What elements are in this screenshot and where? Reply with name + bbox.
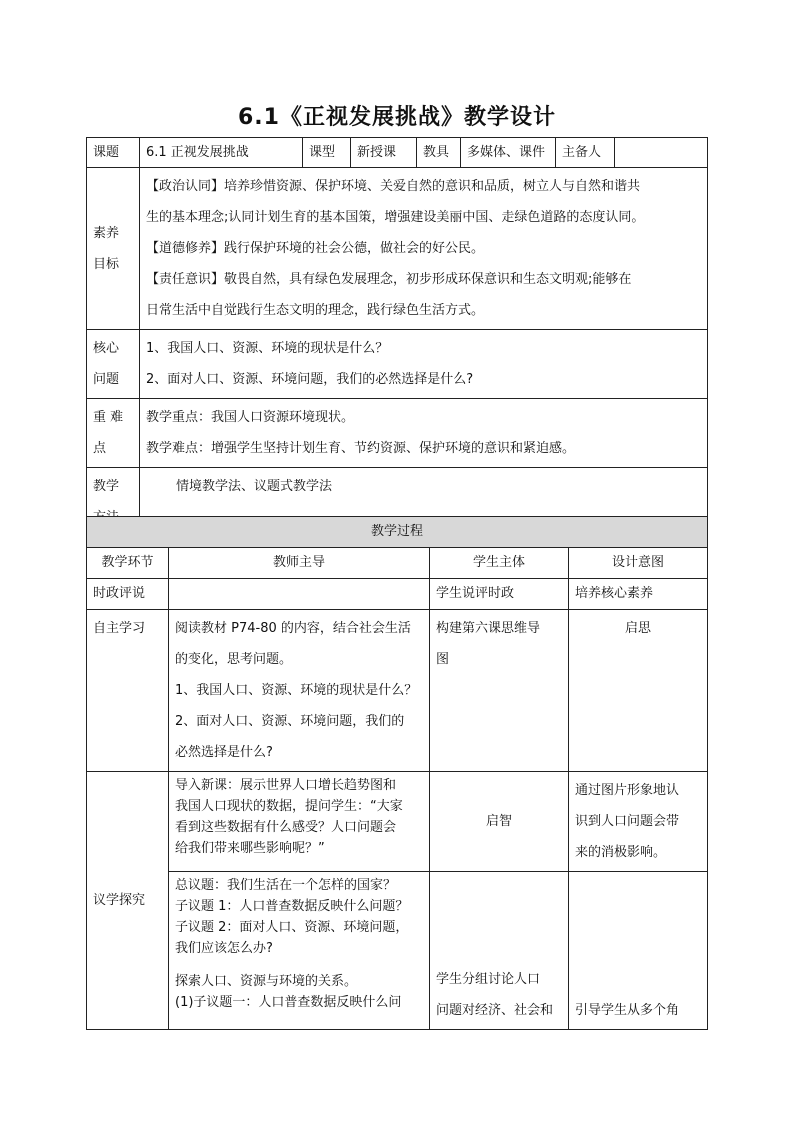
topic-label: 课题 [87,138,140,168]
inquiry-topics: 总议题：我们生活在一个怎样的国家？ 子议题 1：人口普查数据反映什么问题？ 子议题 2：面对人口、资源、环境问题， 我们应该怎么办? 探索人口、资源与环境的关系。 (1)子议题一：人口普查数据反映什么问 [169,872,430,1030]
core-label: 核心 问题 [87,330,140,399]
self-study-student: 构建第六课思维导 图 [430,610,569,772]
inquiry-intro-intent: 通过图片形象地认 识到人口问题会带 来的消极影响。 [569,772,708,872]
author-label: 主备人 [556,138,615,168]
process-table [86,516,708,1030]
core-line: 2、面对人口、资源、环境问题，我们的必然选择是什么? [146,372,474,387]
literacy-line: 生的基本理念;认同计划生育的基本国策，增强建设美丽中国、走绿色道路的态度认同。 [146,210,645,225]
literacy-label: 素养 目标 [87,168,140,330]
author-value [615,138,708,168]
tools-label: 教具 [417,138,461,168]
self-study-line: 1、我国人口、资源、环境的现状是什么？ [175,683,418,698]
type-value: 新授课 [351,138,417,168]
core-line: 1、我国人口、资源、环境的现状是什么？ [146,341,389,356]
literacy-goals [140,168,708,330]
self-study-teacher [169,610,430,772]
inquiry-topic-student: 学生分组讨论人口 问题对经济、社会和 [430,872,569,1030]
self-study-line: 必然选择是什么? [175,745,273,760]
column-header: 教师主导 [169,548,430,579]
self-study-line: 2、面对人口、资源、环境问题，我们的 [175,714,405,729]
literacy-line: 【道德修养】践行保护环境的社会公德，做社会的好公民。 [146,241,485,256]
self-study-line: 阅读教材 P74-80 的内容，结合社会生活 [175,621,411,636]
inquiry-intro-student: 启智 [430,772,569,872]
self-study-stage: 自主学习 [87,610,169,772]
literacy-line: 【责任意识】敬畏自然，具有绿色发展理念，初步形成环保意识和生态文明观;能够在 [146,272,632,287]
core-questions [140,330,708,399]
inquiry-stage: 议学探究 [87,772,169,1030]
lesson-info-table [86,137,708,537]
self-study-intent: 启思 [569,610,708,772]
keypoints-content [140,399,708,468]
keypoint-line: 教学重点：我国人口资源环境现状。 [146,410,355,425]
method-value: 情境教学法、议题式教学法 [140,468,708,537]
tools-value: 多媒体、课件 [461,138,556,168]
column-header: 学生主体 [430,548,569,579]
keypoints-label: 重 难 点 [87,399,140,468]
column-header: 设计意图 [569,548,708,579]
literacy-line: 【政治认同】培养珍惜资源、保护环境、关爱自然的意识和品质，树立人与自然和谐共 [146,179,641,194]
literacy-line: 日常生活中自觉践行生态文明的理念，践行绿色生活方式。 [146,303,485,318]
inquiry-topic-intent: 引导学生从多个角 [569,872,708,1030]
news-stage: 时政评说 [87,579,169,610]
keypoint-line: 教学难点：增强学生坚持计划生育、节约资源、保护环境的意识和紧迫感。 [146,441,576,456]
column-header: 教学环节 [87,548,169,579]
news-intent: 培养核心素养 [569,579,708,610]
self-study-line: 的变化，思考问题。 [175,652,293,667]
method-label: 教学 [87,468,140,537]
news-teacher [169,579,430,610]
document-title: 6.1《正视发展挑战》教学设计 [238,105,556,130]
inquiry-intro: 导入新课：展示世界人口增长趋势图和 我国人口现状的数据，提问学生：“大家 看到这些数据有什么感受？人口问题会 给我们带来哪些影响呢？” [169,772,430,872]
topic-value: 6.1 正视发展挑战 [140,138,303,168]
type-label: 课型 [303,138,351,168]
news-student: 学生说评时政 [430,579,569,610]
process-header: 教学过程 [87,517,708,548]
